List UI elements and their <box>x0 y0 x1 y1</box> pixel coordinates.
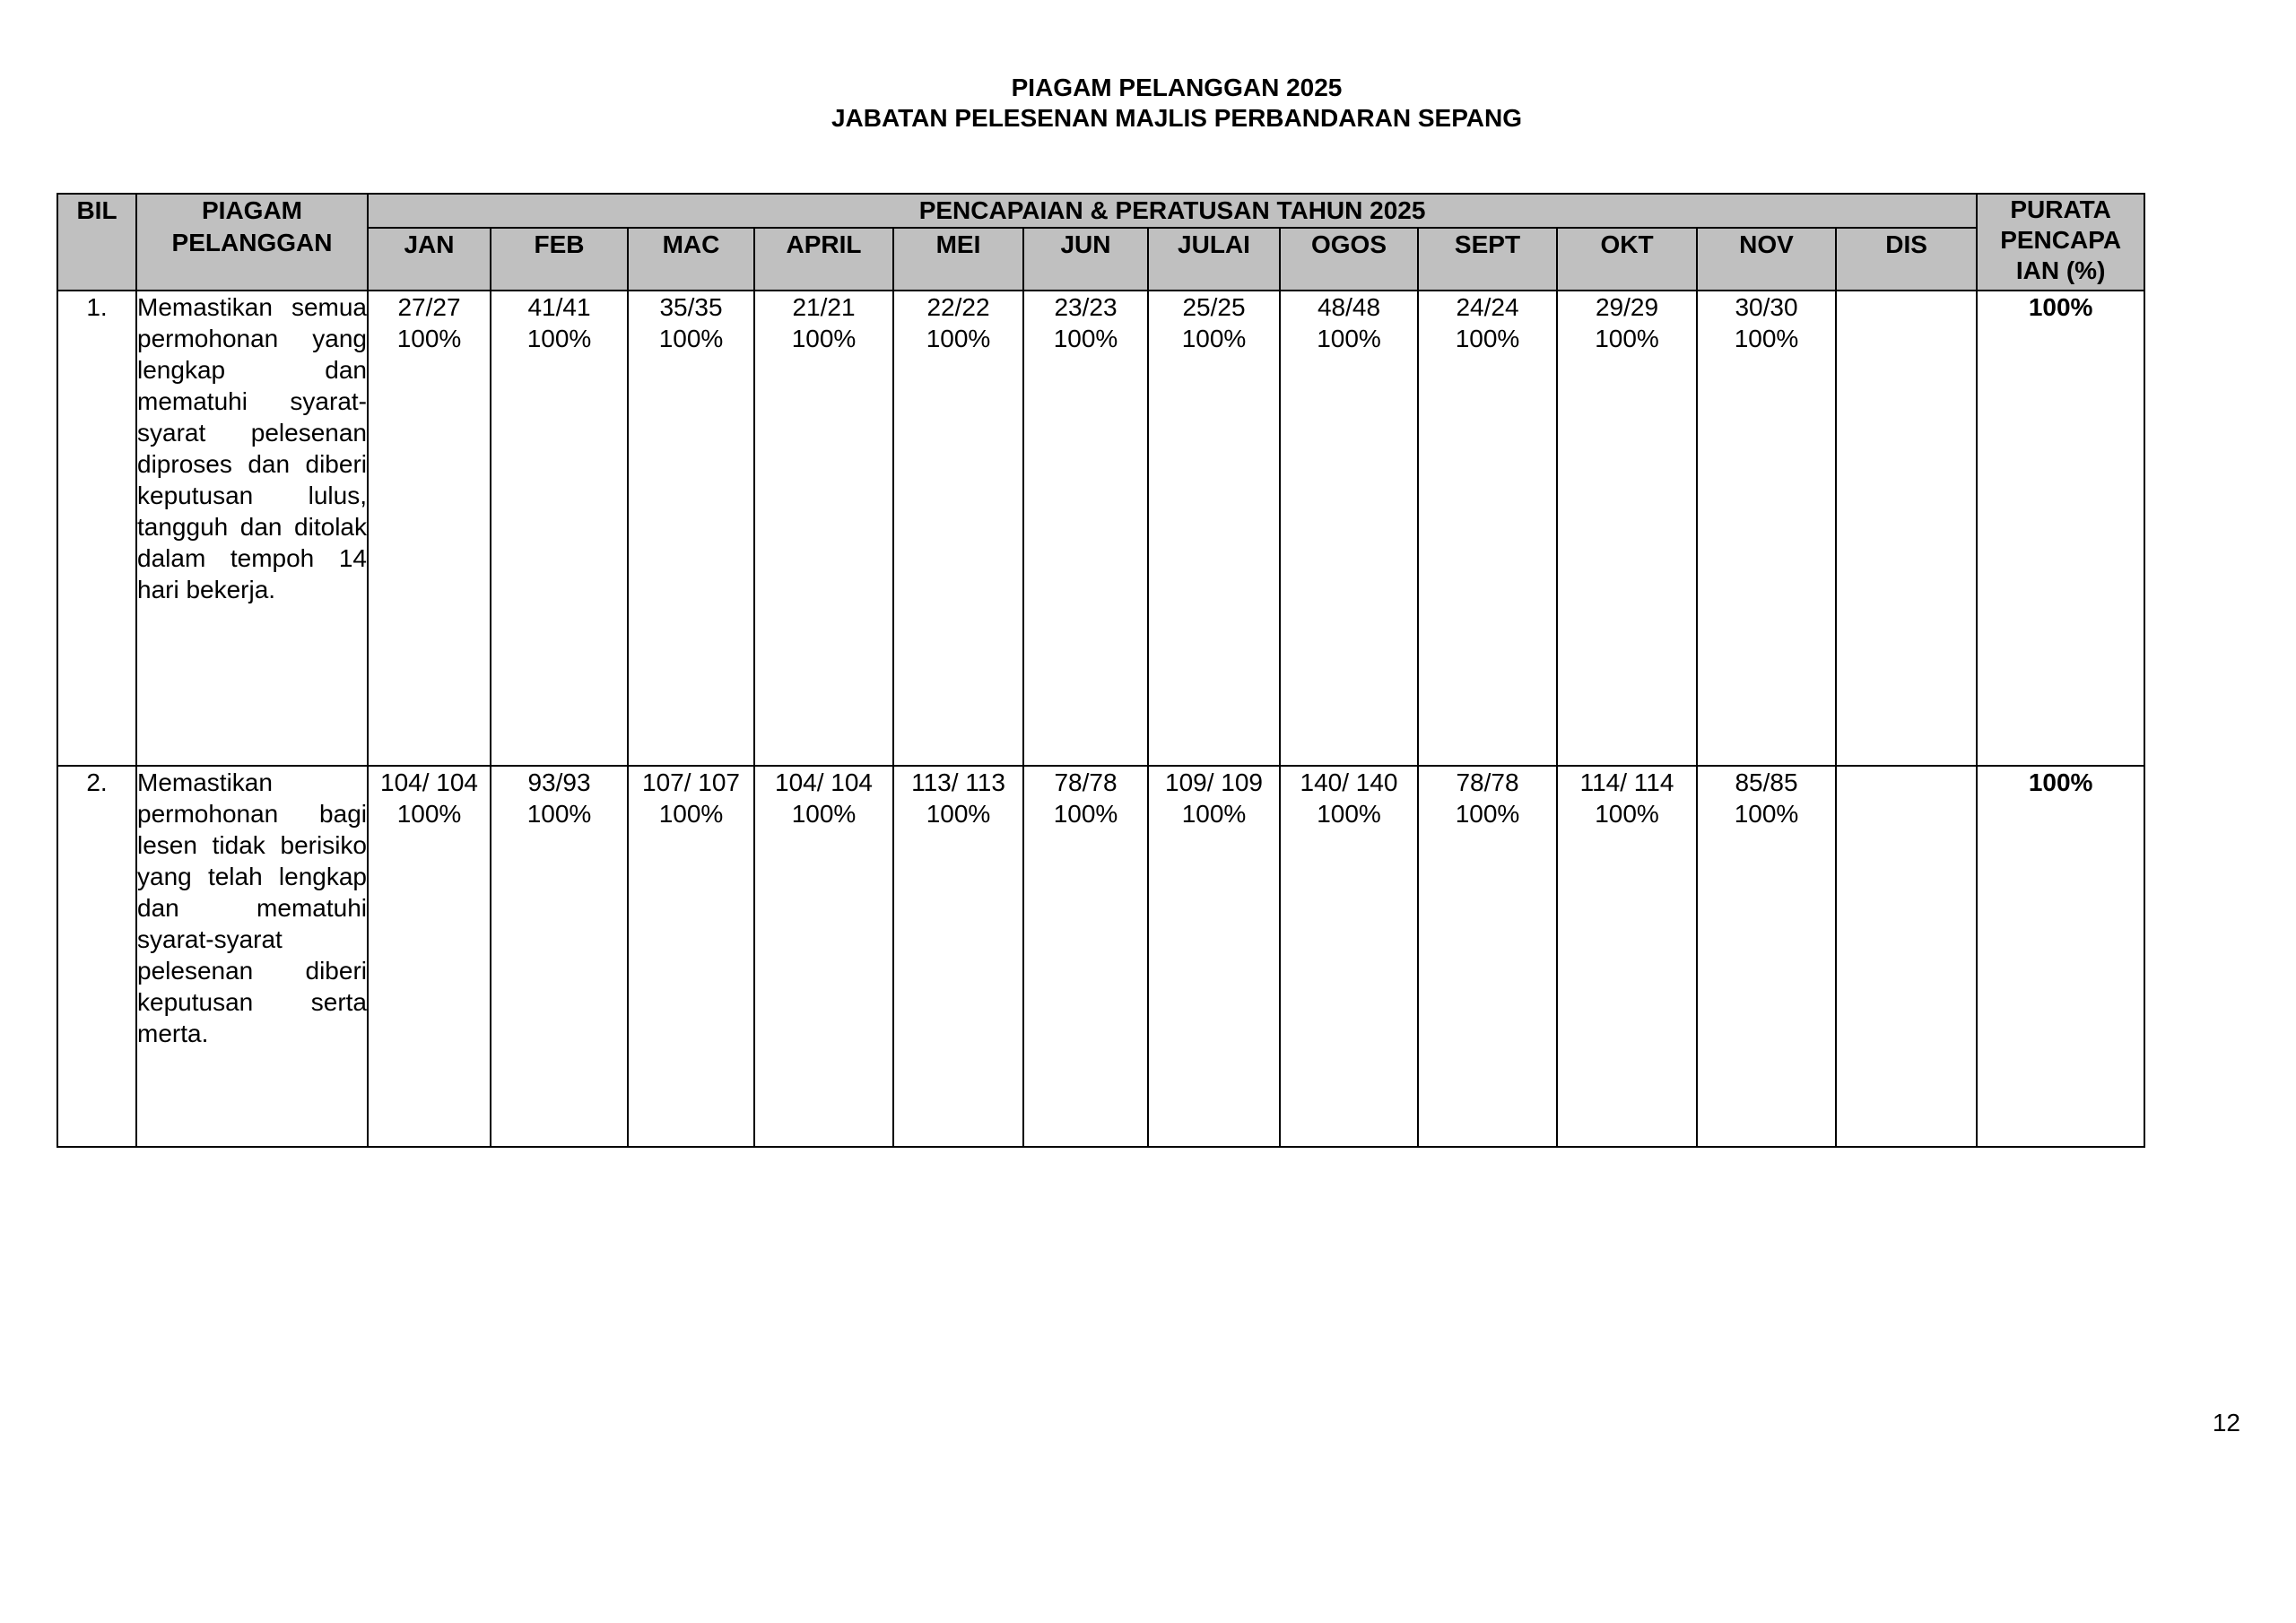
count-value: 21/21 <box>792 293 856 321</box>
month-value-cell <box>368 291 491 766</box>
header-row-months <box>57 228 2144 291</box>
count-value: 23/23 <box>1054 293 1118 321</box>
month-value-cell <box>1836 291 1977 766</box>
percent-value: 100% <box>1317 800 1381 828</box>
month-value-cell <box>754 766 893 1147</box>
percent-value: 100% <box>926 325 991 352</box>
count-value: 41/41 <box>527 293 591 321</box>
count-value: 22/22 <box>926 293 990 321</box>
percent-value: 100% <box>926 800 991 828</box>
percent-value: 100% <box>791 325 857 352</box>
percent-value: 100% <box>1734 800 1799 828</box>
month-value-cell <box>754 291 893 766</box>
charter-description: Memastikan permohonan bagi lesen tidak berisiko yang telah lengkap dan mematuhi syarat-syarat pelesenan diberi keputusan serta merta. <box>136 766 368 1147</box>
header-month: JAN <box>368 228 491 291</box>
header-piagam-line1: PIAGAM <box>202 196 302 224</box>
month-value-cell <box>1280 291 1418 766</box>
table-row <box>57 291 2144 766</box>
count-value: 93/93 <box>527 768 591 796</box>
percent-value: 100% <box>1181 800 1247 828</box>
header-month: FEB <box>491 228 628 291</box>
percent-value: 100% <box>1053 325 1118 352</box>
month-value-cell <box>1418 766 1557 1147</box>
header-row-group <box>57 194 2144 228</box>
count-value: 113/ 113 <box>911 768 1005 796</box>
count-value: 35/35 <box>659 293 723 321</box>
header-month: MAC <box>628 228 754 291</box>
count-value: 109/ 109 <box>1165 768 1263 796</box>
percent-value: 100% <box>396 325 462 352</box>
header-bil: BIL <box>57 194 136 291</box>
document-subtitle: JABATAN PELESENAN MAJLIS PERBANDARAN SEPANG <box>831 104 1523 132</box>
count-value: 48/48 <box>1317 293 1381 321</box>
month-value-cell <box>1557 766 1697 1147</box>
percent-value: 100% <box>658 325 724 352</box>
percent-value: 100% <box>1181 325 1247 352</box>
header-month: JUN <box>1023 228 1148 291</box>
count-value: 104/ 104 <box>380 768 478 796</box>
header-purata <box>1977 194 2144 291</box>
month-value-cell <box>1697 291 1836 766</box>
header-piagam-line2: PELANGGAN <box>171 229 333 256</box>
customer-charter-table <box>57 193 2145 1148</box>
month-value-cell <box>1836 766 1977 1147</box>
header-month: DIS <box>1836 228 1977 291</box>
count-value: 107/ 107 <box>642 768 740 796</box>
month-value-cell <box>1418 291 1557 766</box>
percent-value: 100% <box>396 800 462 828</box>
month-value-cell <box>1148 766 1280 1147</box>
header-month: JULAI <box>1148 228 1280 291</box>
average-value: 100% <box>1977 766 2144 1147</box>
percent-value: 100% <box>1595 800 1659 828</box>
count-value: 78/78 <box>1456 768 1519 796</box>
header-month: MEI <box>893 228 1023 291</box>
month-value-cell <box>628 291 754 766</box>
percent-value: 100% <box>526 325 592 352</box>
document-title: PIAGAM PELANGGAN 2025 <box>1011 74 1343 101</box>
header-pencapaian-group: PENCAPAIAN & PERATUSAN TAHUN 2025 <box>368 194 1977 228</box>
month-value-cell <box>628 766 754 1147</box>
month-value-cell <box>893 766 1023 1147</box>
count-value: 29/29 <box>1595 293 1659 321</box>
header-purata-line2: PENCAPA <box>2000 226 2122 254</box>
count-value: 85/85 <box>1735 768 1798 796</box>
month-value-cell <box>893 291 1023 766</box>
month-value-cell <box>368 766 491 1147</box>
month-value-cell <box>491 766 628 1147</box>
count-value: 104/ 104 <box>775 768 873 796</box>
charter-description: Memastikan semua permohonan yang lengkap dan mematuhi syarat-syarat pelesenan diproses dan diberi keputusan lulus, tangguh dan ditolak dalam tempoh 14 hari bekerja. <box>136 291 368 766</box>
month-value-cell <box>1557 291 1697 766</box>
month-value-cell <box>1023 291 1148 766</box>
percent-value: 100% <box>1317 325 1381 352</box>
average-value: 100% <box>1977 291 2144 766</box>
month-value-cell <box>1697 766 1836 1147</box>
header-month: OGOS <box>1280 228 1418 291</box>
percent-value: 100% <box>1053 800 1118 828</box>
percent-value: 100% <box>1455 800 1520 828</box>
row-number: 1. <box>57 291 136 766</box>
percent-value: 100% <box>1595 325 1659 352</box>
percent-value: 100% <box>658 800 724 828</box>
percent-value: 100% <box>1734 325 1799 352</box>
header-month: APRIL <box>754 228 893 291</box>
row-number: 2. <box>57 766 136 1147</box>
month-value-cell <box>491 291 628 766</box>
percent-value: 100% <box>791 800 857 828</box>
count-value: 78/78 <box>1054 768 1118 796</box>
header-month: NOV <box>1697 228 1836 291</box>
percent-value: 100% <box>526 800 592 828</box>
percent-value: 100% <box>1455 325 1520 352</box>
header-purata-line3: IAN (%) <box>2015 256 2106 284</box>
month-value-cell <box>1148 291 1280 766</box>
month-value-cell <box>1280 766 1418 1147</box>
table-row <box>57 766 2144 1147</box>
count-value: 30/30 <box>1735 293 1798 321</box>
header-purata-line1: PURATA <box>2010 195 2111 223</box>
header-month: SEPT <box>1418 228 1557 291</box>
month-value-cell <box>1023 766 1148 1147</box>
count-value: 24/24 <box>1456 293 1519 321</box>
count-value: 27/27 <box>397 293 461 321</box>
header-month: OKT <box>1557 228 1697 291</box>
count-value: 25/25 <box>1182 293 1246 321</box>
count-value: 140/ 140 <box>1300 768 1398 796</box>
header-piagam-pelanggan <box>136 194 368 291</box>
count-value: 114/ 114 <box>1579 768 1674 796</box>
page-number: 12 <box>2212 1409 2240 1436</box>
